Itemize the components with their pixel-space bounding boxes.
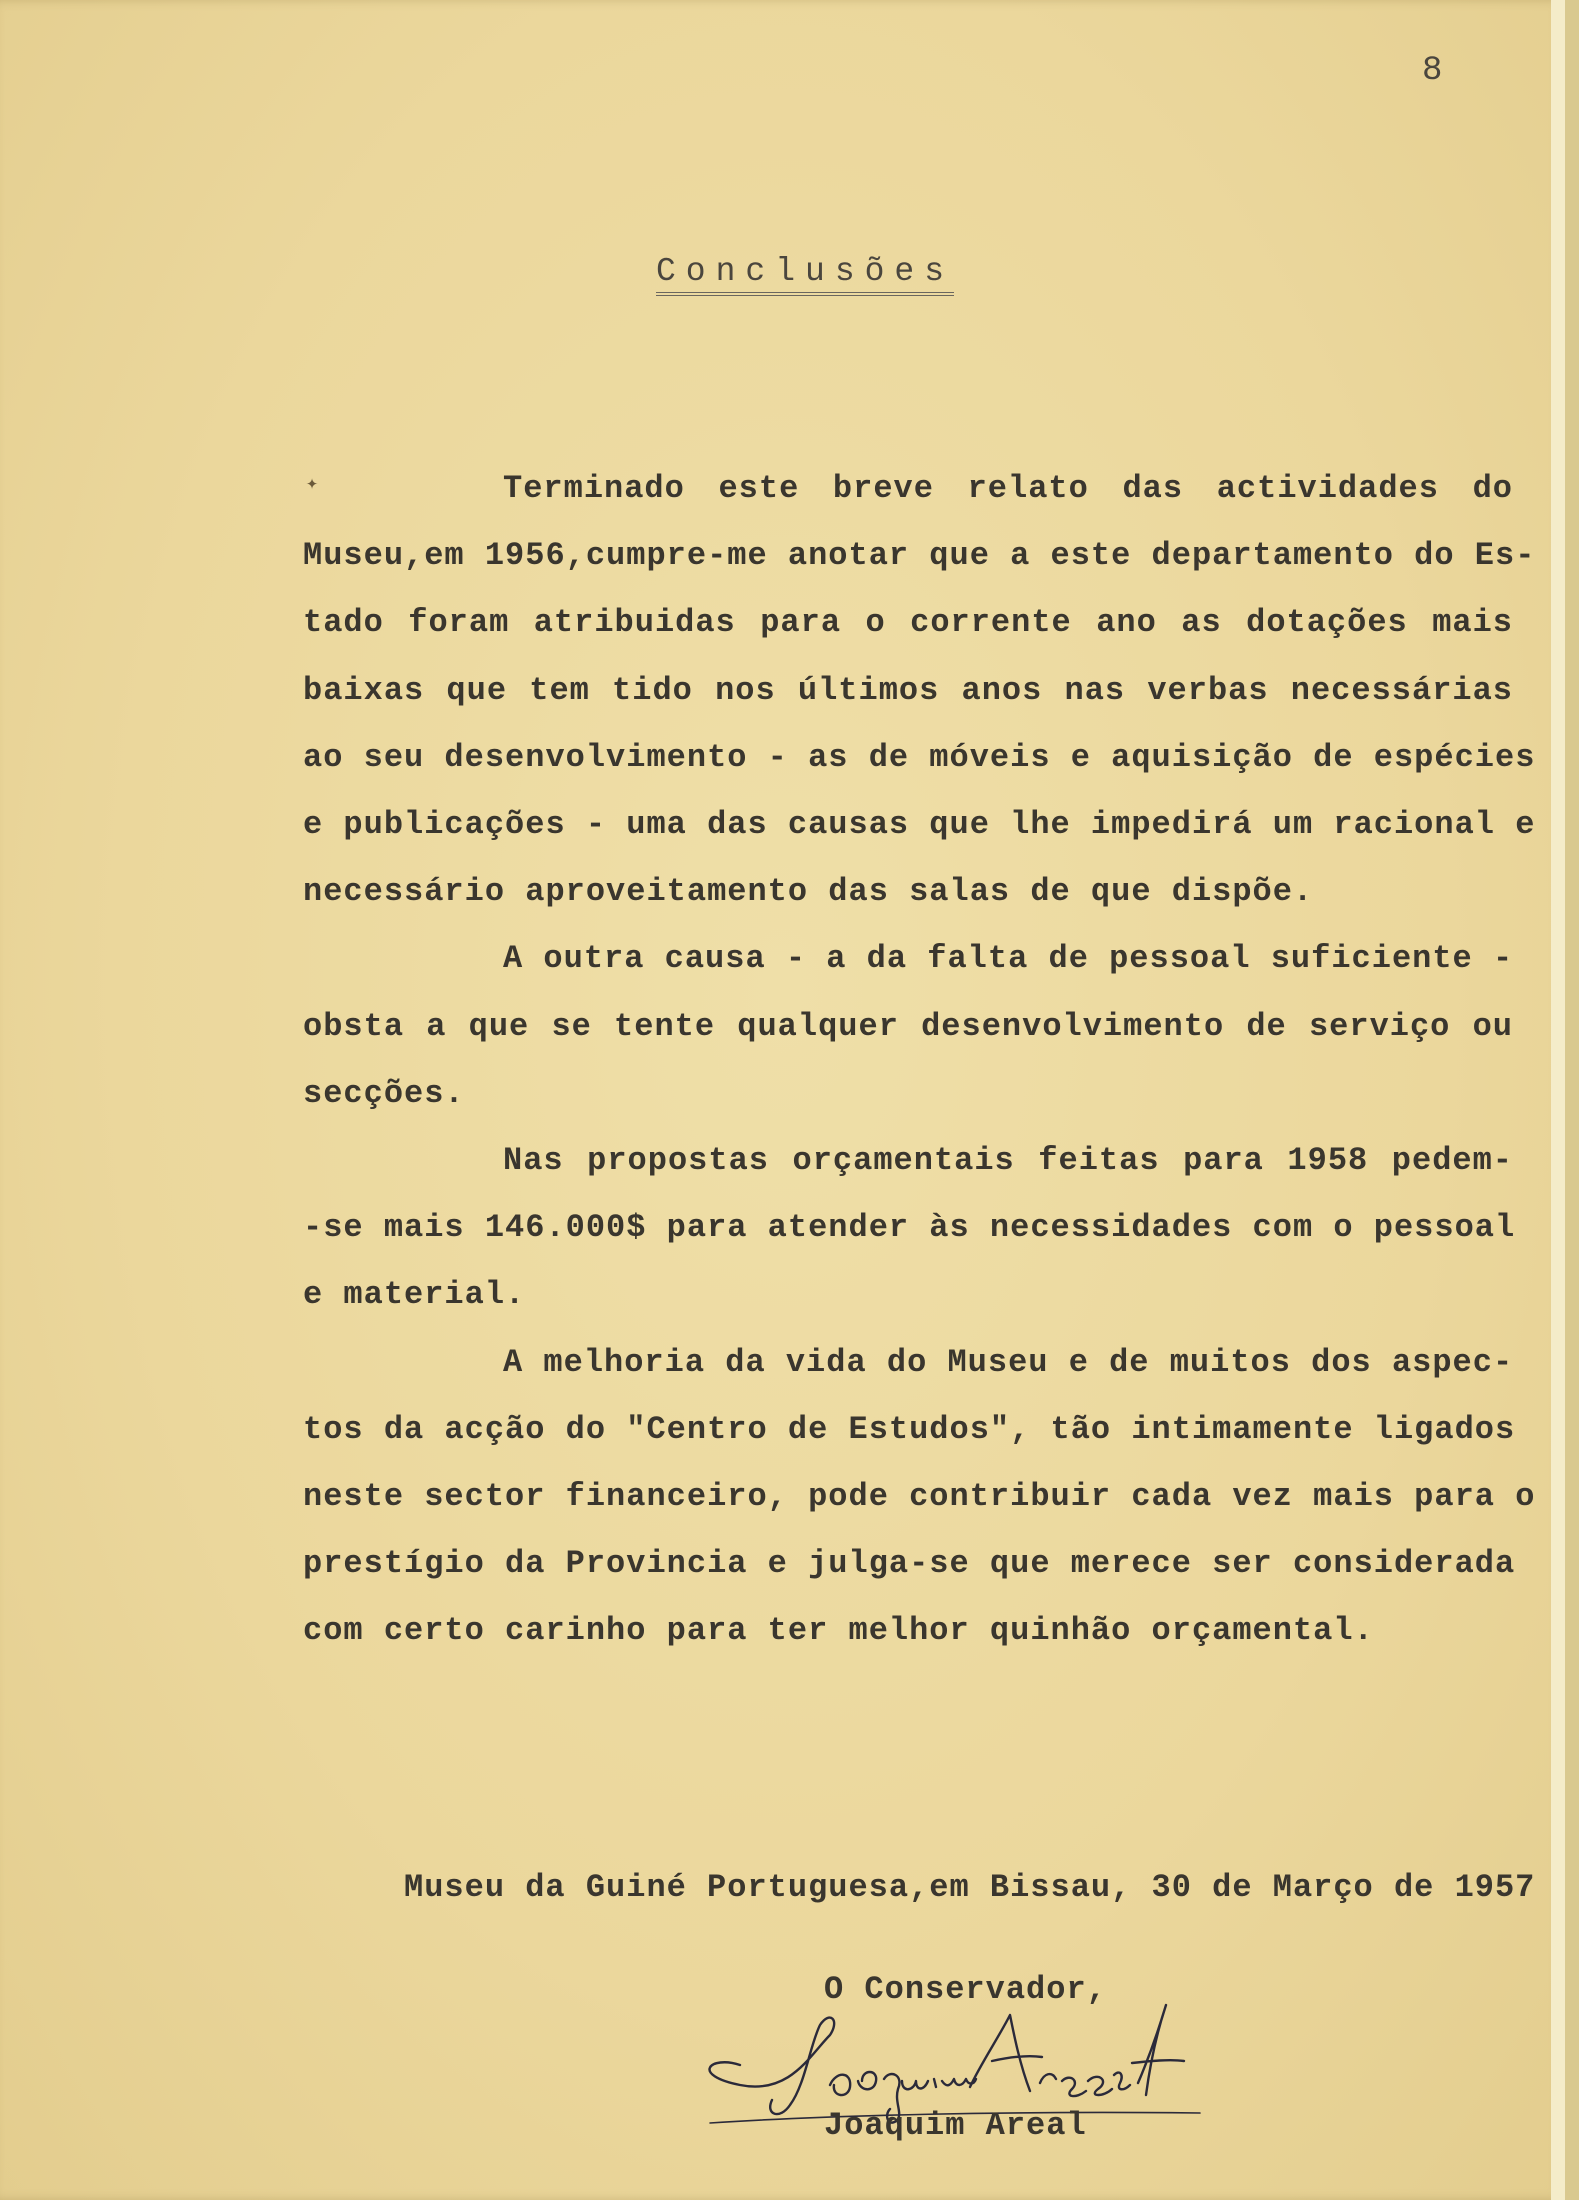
- text-line: Terminado este breve relato das actividades do: [503, 470, 1513, 507]
- text-line: neste sector financeiro, pode contribuir cada vez mais para o: [303, 1478, 1536, 1516]
- page-title: Conclusões: [656, 253, 954, 296]
- closing-title: O Conservador,: [824, 1971, 1107, 2008]
- text-line: secções.: [303, 1074, 465, 1112]
- text-line: tado foram atribuidas para o corrente ano as dotações mais: [303, 604, 1513, 642]
- text-line: com certo carinho para ter melhor quinhão orçamental.: [303, 1612, 1374, 1650]
- place-and-date: Museu da Guiné Portuguesa,em Bissau, 30 de Março de 1957: [404, 1869, 1536, 1906]
- page-edge: [1551, 0, 1565, 2200]
- text-line: Nas propostas orçamentais feitas para 1958 pedem-: [503, 1142, 1513, 1180]
- text-line: e publicações - uma das causas que lhe impedirá um racional e: [303, 806, 1536, 844]
- text-line: necessário aproveitamento das salas de que dispõe.: [303, 873, 1314, 911]
- text-line: ao seu desenvolvimento - as de móveis e aquisição de espécies: [303, 738, 1536, 776]
- document-body: [303, 455, 1536, 1665]
- text-line: obsta a que se tente qualquer desenvolvimento de serviço ou: [303, 1007, 1513, 1045]
- text-line: -se mais 146.000$ para atender às necessidades com o pessoal: [303, 1209, 1516, 1247]
- text-line: A melhoria da vida do Museu e de muitos dos aspec-: [503, 1343, 1514, 1381]
- text-line: prestígio da Provincia e julga-se que merece ser considerada: [303, 1545, 1516, 1583]
- ink-mark: ✦: [306, 473, 320, 496]
- text-line: e material.: [303, 1276, 526, 1314]
- text-line: tos da acção do "Centro de Estudos", tão intimamente ligados: [303, 1410, 1516, 1448]
- page-number: 8: [1422, 52, 1444, 90]
- signer-name: Joaquim Areal: [824, 2107, 1087, 2144]
- text-line: A outra causa - a da falta de pessoal suficiente -: [503, 940, 1514, 978]
- text-line: Museu,em 1956,cumpre-me anotar que a este departamento do Es-: [303, 537, 1536, 575]
- text-line: baixas que tem tido nos últimos anos nas verbas necessárias: [303, 671, 1513, 709]
